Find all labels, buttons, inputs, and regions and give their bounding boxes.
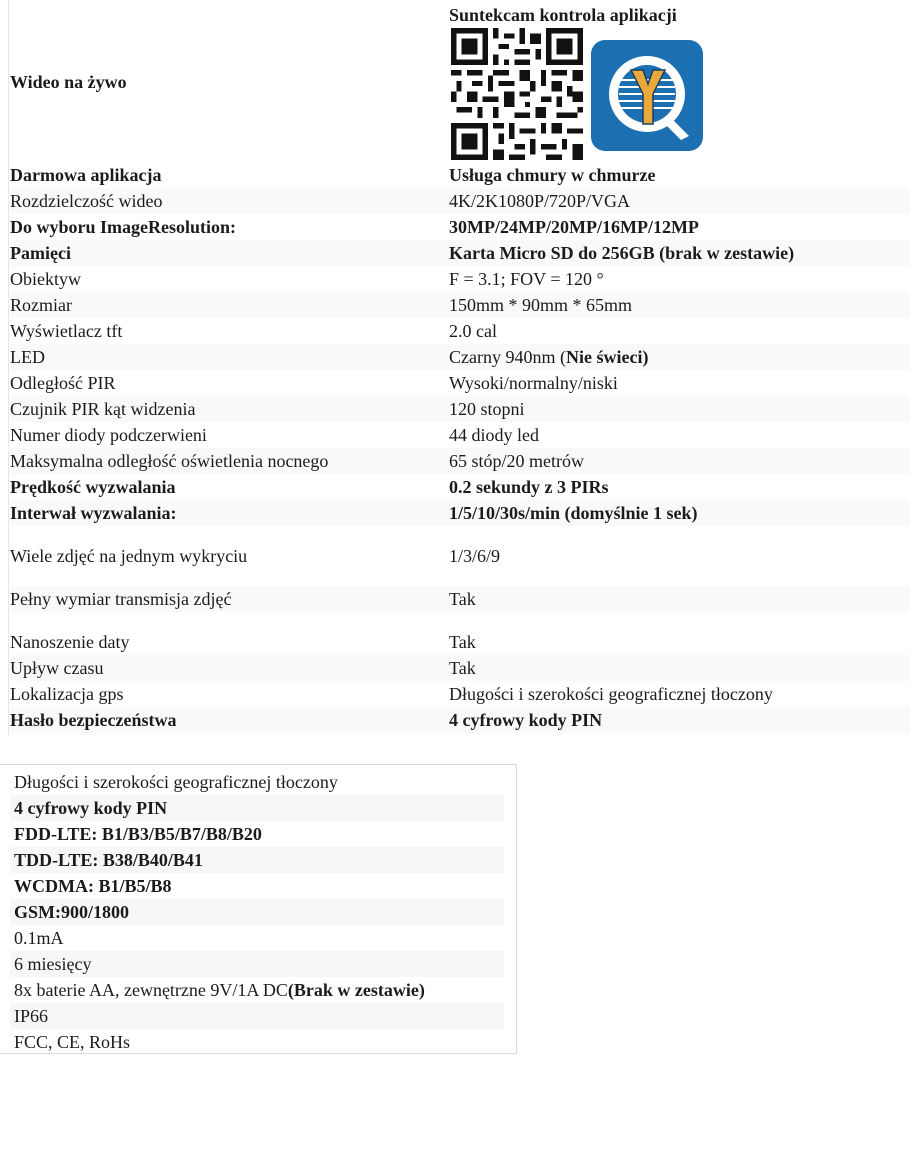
spec-value: 1/5/10/30s/min (domyślnie 1 sek) xyxy=(449,503,698,523)
spec-label: Wiele zdjęć na jednym wykryciu xyxy=(10,546,248,566)
spec-label: Lokalizacja gps xyxy=(10,684,124,704)
spec-label: Prędkość wyzwalania xyxy=(10,477,176,497)
box-line: WCDMA: B1/B5/B8 xyxy=(14,876,172,896)
app-control-label: Suntekcam kontrola aplikacji xyxy=(449,5,677,25)
spec-row xyxy=(10,500,910,526)
box-line: TDD-LTE: B38/B40/B41 xyxy=(10,847,504,873)
spec-label: Odległość PIR xyxy=(10,373,116,393)
spec-row xyxy=(10,543,910,569)
spec-row xyxy=(10,188,910,214)
spec-value: 30MP/24MP/20MP/16MP/12MP xyxy=(449,217,699,237)
spec-label: Maksymalna odległość oświetlenia nocnego xyxy=(10,451,329,471)
spec-value: Tak xyxy=(449,658,476,678)
table-left-border xyxy=(8,0,9,736)
qr-code-icon xyxy=(451,28,583,160)
spec-value: 1/3/6/9 xyxy=(449,546,501,566)
spec-label: Pełny wymiar transmisja zdjęć xyxy=(10,589,232,609)
spec-row xyxy=(10,707,910,733)
spec-value: 4 cyfrowy kody PIN xyxy=(449,710,603,730)
box-line: GSM:900/1800 xyxy=(10,899,504,925)
box-line: Długości i szerokości geograficznej tłoczony xyxy=(14,772,338,792)
box-line: FDD-LTE: B1/B3/B5/B7/B8/B20 xyxy=(14,824,262,844)
spec-row xyxy=(10,292,910,318)
box-line: 6 miesięcy xyxy=(10,951,504,977)
spec-row xyxy=(10,422,910,448)
spec-value: 2.0 cal xyxy=(449,321,497,341)
box-line: 0.1mA xyxy=(14,928,64,948)
spec-value: 0.2 sekundy z 3 PIRs xyxy=(449,477,609,497)
spec-row xyxy=(10,586,910,612)
spec-value: 65 stóp/20 metrów xyxy=(449,451,584,471)
spec-value: F = 3.1; FOV = 120 ° xyxy=(449,269,604,289)
spec-value: 150mm * 90mm * 65mm xyxy=(449,295,633,315)
spec-label: Numer diody podczerwieni xyxy=(10,425,207,445)
spec-label: Wyświetlacz tft xyxy=(10,321,123,341)
spec-row xyxy=(10,162,910,188)
spec-row xyxy=(10,214,910,240)
extra-specs-box xyxy=(0,764,517,1054)
spec-value: Usługa chmury w chmurze xyxy=(449,165,656,185)
spec-label: LED xyxy=(10,347,45,367)
spec-row xyxy=(10,396,910,422)
spec-label: Upływ czasu xyxy=(10,658,104,678)
spec-label: Darmowa aplikacja xyxy=(10,165,162,185)
spec-row xyxy=(10,240,910,266)
spec-label: Hasło bezpieczeństwa xyxy=(10,710,177,730)
spec-value: Czarny 940nm (Nie świeci) xyxy=(449,347,649,367)
spec-label: Pamięci xyxy=(10,243,71,263)
spec-row xyxy=(10,448,910,474)
spec-value: Karta Micro SD do 256GB (brak w zestawie) xyxy=(449,243,795,263)
spec-row xyxy=(10,318,910,344)
spec-label: Rozmiar xyxy=(10,295,72,315)
spec-value-bold-part: Nie świeci) xyxy=(565,347,649,367)
spec-row xyxy=(10,370,910,396)
spec-row xyxy=(10,474,910,500)
spec-row xyxy=(10,266,910,292)
box-line: IP66 xyxy=(10,1003,504,1029)
spec-label: Nanoszenie daty xyxy=(10,632,130,652)
spec-row xyxy=(10,655,910,681)
box-line: FCC, CE, RoHs xyxy=(14,1032,131,1052)
spec-value: 120 stopni xyxy=(449,399,525,419)
spec-label: Obiektyw xyxy=(10,269,81,289)
spec-row xyxy=(10,681,910,707)
live-video-label: Wideo na żywo xyxy=(10,72,127,92)
spec-label: Do wyboru ImageResolution: xyxy=(10,217,237,237)
spec-value: Tak xyxy=(449,632,476,652)
spec-value: 4K/2K1080P/720P/VGA xyxy=(449,191,631,211)
app-logo-icon xyxy=(591,40,703,151)
spec-label: Czujnik PIR kąt widzenia xyxy=(10,399,196,419)
spec-row xyxy=(10,344,910,370)
spec-value: Wysoki/normalny/niski xyxy=(449,373,618,393)
box-line-bold-part: (Brak w zestawie) xyxy=(287,980,425,1000)
box-line: 4 cyfrowy kody PIN xyxy=(10,795,504,821)
spec-label: Interwał wyzwalania: xyxy=(10,503,177,523)
box-line: 8x baterie AA, zewnętrzne 9V/1A DC(Brak w zestawie) xyxy=(14,980,425,1000)
spec-value: 44 diody led xyxy=(449,425,539,445)
spec-row xyxy=(10,629,910,655)
spec-value: Tak xyxy=(449,589,476,609)
spec-label: Rozdzielczość wideo xyxy=(10,191,163,211)
spec-value: Długości i szerokości geograficznej tłoczony xyxy=(449,684,773,704)
